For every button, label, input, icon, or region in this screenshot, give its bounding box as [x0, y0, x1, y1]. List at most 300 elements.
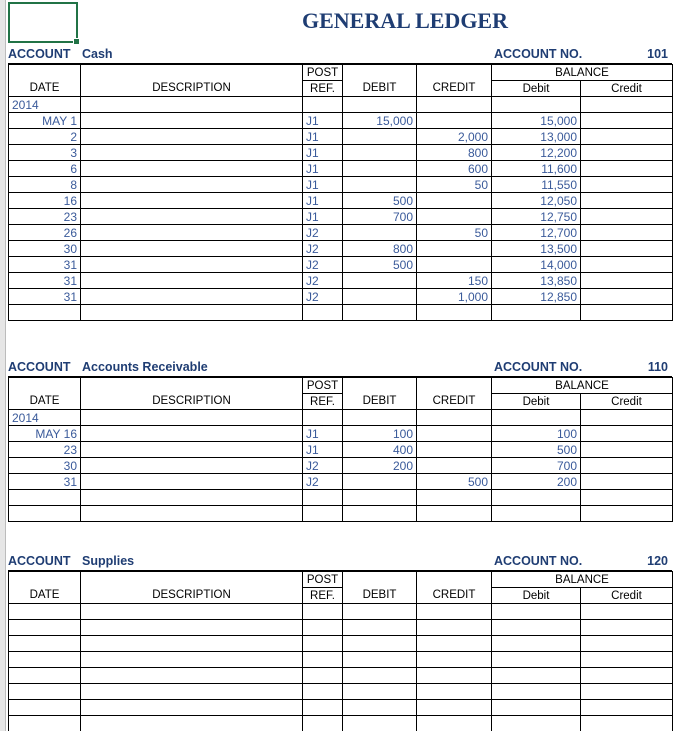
description-cell[interactable] — [81, 209, 303, 225]
description-header: DESCRIPTION — [81, 81, 303, 97]
debit-cell[interactable] — [343, 684, 417, 700]
ledger-row — [9, 113, 673, 129]
balance-debit-cell[interactable] — [492, 506, 581, 522]
date-cell[interactable]: 30 — [9, 458, 81, 474]
header-row-bottom — [9, 81, 673, 97]
balance-debit-header: Debit — [492, 394, 581, 410]
post-ref-cell[interactable] — [303, 506, 343, 522]
date-cell[interactable]: 23 — [9, 209, 81, 225]
balance-credit-cell[interactable] — [581, 426, 673, 442]
post-ref-cell[interactable]: J1 — [303, 161, 343, 177]
ledger-row — [9, 620, 673, 636]
balance-debit-cell[interactable]: 12,050 — [492, 193, 581, 209]
debit-cell[interactable] — [343, 305, 417, 321]
balance-debit-cell[interactable] — [492, 604, 581, 620]
description-cell[interactable] — [81, 241, 303, 257]
balance-debit-cell[interactable] — [492, 490, 581, 506]
selected-cell[interactable] — [8, 2, 78, 43]
date-cell[interactable] — [9, 668, 81, 684]
balance-credit-cell[interactable] — [581, 257, 673, 273]
date-cell[interactable]: 31 — [9, 474, 81, 490]
ledger-row — [9, 225, 673, 241]
ledger-row — [9, 716, 673, 731]
description-cell[interactable] — [81, 113, 303, 129]
description-cell[interactable] — [81, 257, 303, 273]
ledger-row — [9, 289, 673, 305]
date-cell[interactable]: 2 — [9, 129, 81, 145]
balance-debit-cell[interactable] — [492, 716, 581, 731]
balance-credit-cell[interactable] — [581, 636, 673, 652]
balance-debit-cell[interactable]: 14,000 — [492, 257, 581, 273]
credit-cell[interactable] — [417, 113, 492, 129]
description-cell[interactable] — [81, 442, 303, 458]
description-cell[interactable] — [81, 506, 303, 522]
ledger-table — [8, 571, 673, 731]
post-ref-cell[interactable] — [303, 604, 343, 620]
post-ref-cell[interactable]: J2 — [303, 289, 343, 305]
debit-cell[interactable]: 400 — [343, 442, 417, 458]
post-ref-cell[interactable] — [303, 97, 343, 113]
debit-cell[interactable] — [343, 410, 417, 426]
balance-credit-cell[interactable] — [581, 129, 673, 145]
description-cell[interactable] — [81, 225, 303, 241]
balance-credit-cell[interactable] — [581, 97, 673, 113]
credit-header: CREDIT — [417, 588, 492, 604]
date-header: DATE — [9, 81, 81, 97]
ledger-row — [9, 490, 673, 506]
debit-cell[interactable] — [343, 506, 417, 522]
post-ref-header: REF. — [303, 394, 343, 410]
balance-debit-cell[interactable]: 12,200 — [492, 145, 581, 161]
post-ref-cell[interactable] — [303, 668, 343, 684]
description-cell[interactable] — [81, 145, 303, 161]
account-label: ACCOUNT — [8, 360, 71, 374]
date-header-top — [9, 378, 81, 394]
credit-cell[interactable] — [417, 241, 492, 257]
description-cell[interactable] — [81, 305, 303, 321]
balance-debit-cell[interactable]: 11,600 — [492, 161, 581, 177]
account-label: ACCOUNT — [8, 47, 71, 61]
post-ref-cell[interactable]: J1 — [303, 426, 343, 442]
balance-debit-cell[interactable] — [492, 668, 581, 684]
balance-debit-header: Debit — [492, 81, 581, 97]
balance-credit-cell[interactable] — [581, 193, 673, 209]
post-ref-cell[interactable] — [303, 716, 343, 731]
account-header — [8, 552, 672, 571]
header-row-bottom — [9, 394, 673, 410]
balance-debit-cell[interactable]: 12,850 — [492, 289, 581, 305]
credit-cell[interactable]: 50 — [417, 225, 492, 241]
description-cell[interactable] — [81, 458, 303, 474]
post-header-top: POST — [303, 378, 343, 394]
balance-credit-cell[interactable] — [581, 604, 673, 620]
credit-cell[interactable]: 2,000 — [417, 129, 492, 145]
post-ref-cell[interactable] — [303, 636, 343, 652]
post-ref-cell[interactable] — [303, 490, 343, 506]
balance-debit-cell[interactable]: 13,500 — [492, 241, 581, 257]
balance-credit-cell[interactable] — [581, 490, 673, 506]
balance-credit-header: Credit — [581, 394, 673, 410]
row-header-strip[interactable] — [0, 0, 6, 731]
balance-credit-cell[interactable] — [581, 209, 673, 225]
ledger-row — [9, 129, 673, 145]
ledger-row — [9, 145, 673, 161]
header-row-top — [9, 378, 673, 394]
account-no-label: ACCOUNT NO. — [494, 554, 583, 568]
credit-cell[interactable] — [417, 604, 492, 620]
post-ref-cell[interactable]: J1 — [303, 113, 343, 129]
debit-cell[interactable]: 800 — [343, 241, 417, 257]
credit-cell[interactable] — [417, 668, 492, 684]
debit-cell[interactable] — [343, 620, 417, 636]
balance-debit-cell[interactable] — [492, 620, 581, 636]
date-cell[interactable]: 6 — [9, 161, 81, 177]
debit-cell[interactable] — [343, 652, 417, 668]
description-cell[interactable] — [81, 161, 303, 177]
balance-debit-cell[interactable]: 200 — [492, 474, 581, 490]
post-ref-cell[interactable]: J1 — [303, 129, 343, 145]
credit-cell[interactable]: 800 — [417, 145, 492, 161]
post-ref-cell[interactable]: J2 — [303, 257, 343, 273]
credit-cell[interactable] — [417, 410, 492, 426]
balance-credit-cell[interactable] — [581, 177, 673, 193]
post-ref-cell[interactable] — [303, 652, 343, 668]
credit-header: CREDIT — [417, 394, 492, 410]
ledger-row — [9, 458, 673, 474]
debit-cell[interactable]: 15,000 — [343, 113, 417, 129]
ledger-row — [9, 161, 673, 177]
date-cell[interactable] — [9, 684, 81, 700]
description-cell[interactable] — [81, 490, 303, 506]
post-ref-cell[interactable]: J2 — [303, 273, 343, 289]
debit-cell[interactable] — [343, 490, 417, 506]
date-header: DATE — [9, 394, 81, 410]
credit-cell[interactable] — [417, 305, 492, 321]
post-ref-cell[interactable]: J1 — [303, 209, 343, 225]
post-ref-cell[interactable]: J1 — [303, 177, 343, 193]
account-name: Accounts Receivable — [82, 360, 208, 374]
credit-cell[interactable] — [417, 257, 492, 273]
ledger-row — [9, 506, 673, 522]
description-cell[interactable] — [81, 289, 303, 305]
year-cell[interactable]: 2014 — [9, 97, 81, 113]
balance-debit-cell[interactable]: 100 — [492, 426, 581, 442]
description-cell[interactable] — [81, 716, 303, 731]
account-no-label: ACCOUNT NO. — [494, 360, 583, 374]
balance-debit-cell[interactable] — [492, 410, 581, 426]
post-ref-cell[interactable]: J1 — [303, 442, 343, 458]
header-row-bottom — [9, 588, 673, 604]
ledger-accounts-receivable — [8, 358, 672, 522]
ledger-row — [9, 474, 673, 490]
credit-cell[interactable] — [417, 636, 492, 652]
description-cell[interactable] — [81, 426, 303, 442]
debit-header: DEBIT — [343, 394, 417, 410]
credit-cell[interactable] — [417, 458, 492, 474]
balance-debit-header: Debit — [492, 588, 581, 604]
account-header — [8, 358, 672, 377]
date-cell[interactable] — [9, 652, 81, 668]
post-ref-cell[interactable] — [303, 684, 343, 700]
balance-debit-cell[interactable]: 13,000 — [492, 129, 581, 145]
ledger-row — [9, 241, 673, 257]
balance-credit-cell[interactable] — [581, 289, 673, 305]
account-number: 101 — [647, 47, 668, 61]
balance-debit-cell[interactable]: 15,000 — [492, 113, 581, 129]
description-cell[interactable] — [81, 410, 303, 426]
credit-cell[interactable] — [417, 652, 492, 668]
credit-cell[interactable]: 1,000 — [417, 289, 492, 305]
balance-credit-cell[interactable] — [581, 145, 673, 161]
balance-header: BALANCE — [492, 378, 673, 394]
year-row — [9, 97, 673, 113]
balance-credit-cell[interactable] — [581, 716, 673, 731]
credit-cell[interactable]: 50 — [417, 177, 492, 193]
credit-header-top — [417, 378, 492, 394]
date-cell[interactable]: 8 — [9, 177, 81, 193]
account-header — [8, 45, 672, 64]
post-ref-cell[interactable] — [303, 305, 343, 321]
date-cell[interactable]: 31 — [9, 289, 81, 305]
debit-cell[interactable] — [343, 225, 417, 241]
debit-cell[interactable]: 500 — [343, 193, 417, 209]
description-header-top — [81, 65, 303, 81]
ledger-row — [9, 426, 673, 442]
description-cell[interactable] — [81, 636, 303, 652]
year-row — [9, 604, 673, 620]
credit-cell[interactable]: 600 — [417, 161, 492, 177]
date-cell[interactable] — [9, 636, 81, 652]
description-cell[interactable] — [81, 652, 303, 668]
post-ref-cell[interactable] — [303, 620, 343, 636]
ledger-cash — [8, 45, 672, 321]
post-ref-header: REF. — [303, 81, 343, 97]
post-ref-cell[interactable]: J1 — [303, 193, 343, 209]
description-header: DESCRIPTION — [81, 394, 303, 410]
debit-cell[interactable]: 500 — [343, 257, 417, 273]
ledger-table — [8, 64, 673, 321]
balance-debit-cell[interactable]: 11,550 — [492, 177, 581, 193]
balance-credit-cell[interactable] — [581, 700, 673, 716]
date-cell[interactable]: 31 — [9, 273, 81, 289]
debit-cell[interactable] — [343, 668, 417, 684]
ledger-row — [9, 442, 673, 458]
debit-cell[interactable] — [343, 474, 417, 490]
balance-credit-header: Credit — [581, 588, 673, 604]
description-cell[interactable] — [81, 620, 303, 636]
debit-cell[interactable] — [343, 145, 417, 161]
account-name: Supplies — [82, 554, 135, 568]
ledger-row — [9, 193, 673, 209]
description-cell[interactable] — [81, 273, 303, 289]
balance-debit-cell[interactable] — [492, 636, 581, 652]
date-cell[interactable]: 16 — [9, 193, 81, 209]
description-cell[interactable] — [81, 474, 303, 490]
credit-cell[interactable] — [417, 684, 492, 700]
credit-cell[interactable] — [417, 426, 492, 442]
date-cell[interactable]: 31 — [9, 257, 81, 273]
ledger-table — [8, 377, 673, 522]
debit-cell[interactable] — [343, 636, 417, 652]
credit-cell[interactable] — [417, 209, 492, 225]
balance-credit-cell[interactable] — [581, 620, 673, 636]
credit-cell[interactable] — [417, 490, 492, 506]
date-cell[interactable]: MAY 1 — [9, 113, 81, 129]
description-cell[interactable] — [81, 177, 303, 193]
description-cell[interactable] — [81, 129, 303, 145]
date-header-top — [9, 572, 81, 588]
description-header-top — [81, 378, 303, 394]
description-cell[interactable] — [81, 97, 303, 113]
credit-header-top — [417, 65, 492, 81]
date-cell[interactable]: 3 — [9, 145, 81, 161]
credit-header-top — [417, 572, 492, 588]
credit-cell[interactable] — [417, 97, 492, 113]
account-number: 120 — [647, 554, 668, 568]
year-cell[interactable] — [9, 604, 81, 620]
description-cell[interactable] — [81, 193, 303, 209]
post-ref-header: REF. — [303, 588, 343, 604]
balance-credit-cell[interactable] — [581, 458, 673, 474]
header-row-top — [9, 572, 673, 588]
ledger-row — [9, 652, 673, 668]
balance-credit-cell[interactable] — [581, 225, 673, 241]
description-cell[interactable] — [81, 700, 303, 716]
balance-credit-cell[interactable] — [581, 410, 673, 426]
debit-header: DEBIT — [343, 588, 417, 604]
balance-credit-cell[interactable] — [581, 684, 673, 700]
year-row — [9, 410, 673, 426]
balance-header: BALANCE — [492, 65, 673, 81]
debit-cell[interactable] — [343, 177, 417, 193]
credit-cell[interactable] — [417, 700, 492, 716]
post-ref-cell[interactable]: J1 — [303, 145, 343, 161]
date-cell[interactable] — [9, 716, 81, 731]
ledger-row — [9, 257, 673, 273]
balance-credit-cell[interactable] — [581, 241, 673, 257]
credit-cell[interactable] — [417, 193, 492, 209]
debit-cell[interactable] — [343, 604, 417, 620]
post-ref-cell[interactable]: J2 — [303, 241, 343, 257]
debit-cell[interactable] — [343, 273, 417, 289]
debit-cell[interactable] — [343, 700, 417, 716]
debit-cell[interactable] — [343, 161, 417, 177]
description-cell[interactable] — [81, 684, 303, 700]
date-cell[interactable] — [9, 700, 81, 716]
ledger-row — [9, 636, 673, 652]
date-cell[interactable]: 30 — [9, 241, 81, 257]
ledger-row — [9, 305, 673, 321]
post-header-top: POST — [303, 65, 343, 81]
description-header: DESCRIPTION — [81, 588, 303, 604]
ledger-row — [9, 209, 673, 225]
credit-cell[interactable] — [417, 442, 492, 458]
debit-cell[interactable] — [343, 289, 417, 305]
balance-header: BALANCE — [492, 572, 673, 588]
header-row-top — [9, 65, 673, 81]
ledger-row — [9, 177, 673, 193]
post-ref-cell[interactable]: J2 — [303, 225, 343, 241]
debit-cell[interactable] — [343, 716, 417, 731]
account-no-label: ACCOUNT NO. — [494, 47, 583, 61]
debit-header-top — [343, 65, 417, 81]
balance-debit-cell[interactable] — [492, 700, 581, 716]
credit-header: CREDIT — [417, 81, 492, 97]
balance-debit-cell[interactable] — [492, 652, 581, 668]
balance-credit-cell[interactable] — [581, 506, 673, 522]
post-ref-cell[interactable]: J2 — [303, 474, 343, 490]
post-ref-cell[interactable] — [303, 410, 343, 426]
balance-debit-cell[interactable]: 13,850 — [492, 273, 581, 289]
credit-cell[interactable] — [417, 620, 492, 636]
debit-cell[interactable]: 700 — [343, 209, 417, 225]
debit-header-top — [343, 572, 417, 588]
balance-credit-cell[interactable] — [581, 161, 673, 177]
account-name: Cash — [82, 47, 113, 61]
date-cell[interactable] — [9, 506, 81, 522]
date-cell[interactable]: MAY 16 — [9, 426, 81, 442]
balance-debit-cell[interactable]: 12,750 — [492, 209, 581, 225]
account-number: 110 — [647, 360, 668, 374]
date-header: DATE — [9, 588, 81, 604]
debit-cell[interactable]: 100 — [343, 426, 417, 442]
credit-cell[interactable] — [417, 506, 492, 522]
ledger-supplies — [8, 552, 672, 731]
post-ref-cell[interactable] — [303, 700, 343, 716]
date-cell[interactable] — [9, 620, 81, 636]
balance-credit-header: Credit — [581, 81, 673, 97]
balance-credit-cell[interactable] — [581, 305, 673, 321]
debit-cell[interactable] — [343, 129, 417, 145]
account-label: ACCOUNT — [8, 554, 71, 568]
date-cell[interactable]: 26 — [9, 225, 81, 241]
credit-cell[interactable]: 500 — [417, 474, 492, 490]
description-cell[interactable] — [81, 604, 303, 620]
balance-debit-cell[interactable] — [492, 305, 581, 321]
date-header-top — [9, 65, 81, 81]
description-header-top — [81, 572, 303, 588]
balance-credit-cell[interactable] — [581, 113, 673, 129]
date-cell[interactable] — [9, 305, 81, 321]
date-cell[interactable] — [9, 490, 81, 506]
ledger-row — [9, 273, 673, 289]
balance-debit-cell[interactable] — [492, 684, 581, 700]
debit-cell[interactable] — [343, 97, 417, 113]
credit-cell[interactable]: 150 — [417, 273, 492, 289]
ledger-row — [9, 700, 673, 716]
balance-debit-cell[interactable]: 500 — [492, 442, 581, 458]
page-title: GENERAL LEDGER — [302, 8, 508, 33]
debit-header-top — [343, 378, 417, 394]
balance-credit-cell[interactable] — [581, 668, 673, 684]
date-cell[interactable]: 23 — [9, 442, 81, 458]
post-ref-cell[interactable]: J2 — [303, 458, 343, 474]
description-cell[interactable] — [81, 668, 303, 684]
ledger-row — [9, 668, 673, 684]
credit-cell[interactable] — [417, 716, 492, 731]
balance-debit-cell[interactable]: 700 — [492, 458, 581, 474]
balance-credit-cell[interactable] — [581, 474, 673, 490]
balance-credit-cell[interactable] — [581, 273, 673, 289]
balance-debit-cell[interactable] — [492, 97, 581, 113]
post-header-top: POST — [303, 572, 343, 588]
balance-debit-cell[interactable]: 12,700 — [492, 225, 581, 241]
year-cell[interactable]: 2014 — [9, 410, 81, 426]
balance-credit-cell[interactable] — [581, 442, 673, 458]
debit-cell[interactable]: 200 — [343, 458, 417, 474]
debit-header: DEBIT — [343, 81, 417, 97]
balance-credit-cell[interactable] — [581, 652, 673, 668]
